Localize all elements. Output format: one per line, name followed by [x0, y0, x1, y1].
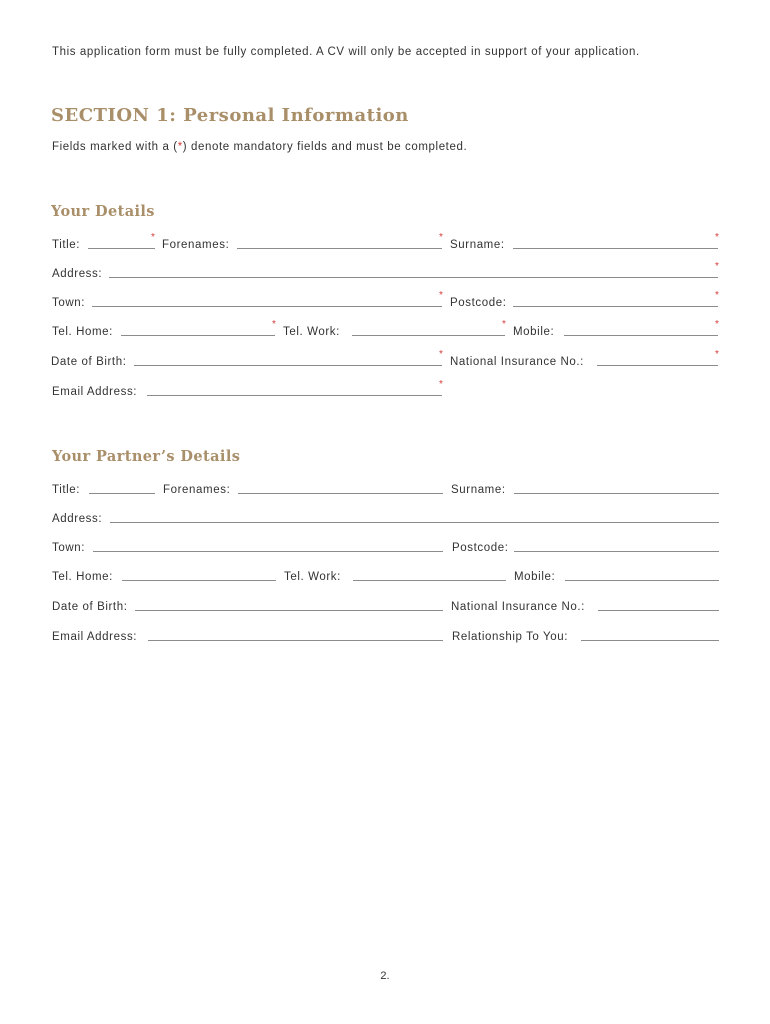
title-required-star: *	[151, 232, 155, 243]
partner-row-names	[52, 482, 720, 500]
partner-town-label: Town:	[52, 542, 86, 554]
partner-ni-label: National Insurance No.:	[451, 601, 585, 613]
title-field[interactable]	[88, 248, 155, 249]
partner-row-phones	[52, 569, 720, 587]
partner-dob-label: Date of Birth:	[52, 601, 128, 613]
partner-row-town	[52, 540, 720, 558]
your-details-row-address	[52, 261, 720, 284]
partner-ni-field[interactable]	[598, 610, 719, 611]
postcode-label: Postcode:	[450, 297, 507, 309]
mandatory-note	[52, 141, 467, 153]
partner-title-label: Title:	[52, 484, 81, 496]
partner-town-field[interactable]	[93, 551, 443, 552]
partner-email-label: Email Address:	[52, 631, 138, 643]
your-details-row-town	[52, 290, 720, 313]
partner-postcode-label: Postcode:	[452, 542, 509, 554]
dob-field[interactable]	[134, 365, 442, 366]
town-required-star: *	[439, 290, 443, 301]
your-details-heading: Your Details	[51, 203, 155, 220]
note-required-star: *	[177, 141, 183, 153]
surname-label: Surname:	[450, 239, 505, 251]
title-label: Title:	[52, 239, 81, 251]
partner-forenames-label: Forenames:	[163, 484, 231, 496]
section-title: SECTION 1: Personal Information	[51, 105, 409, 126]
partner-tel-work-field[interactable]	[353, 580, 506, 581]
your-details-row-phones	[52, 319, 720, 342]
tel-home-required-star: *	[272, 319, 276, 330]
town-label: Town:	[52, 297, 86, 309]
tel-home-field[interactable]	[121, 335, 275, 336]
email-field[interactable]	[147, 395, 442, 396]
address-required-star: *	[715, 261, 719, 272]
partner-tel-home-label: Tel. Home:	[52, 571, 113, 583]
tel-work-required-star: *	[502, 319, 506, 330]
dob-label: Date of Birth:	[51, 356, 127, 368]
forenames-label: Forenames:	[162, 239, 230, 251]
address-label: Address:	[52, 268, 103, 280]
partner-title-field[interactable]	[89, 493, 155, 494]
note-text-before: Fields marked with a (	[52, 141, 178, 153]
tel-work-field[interactable]	[352, 335, 505, 336]
partner-surname-label: Surname:	[451, 484, 506, 496]
partner-postcode-field[interactable]	[514, 551, 719, 552]
intro-text: This application form must be fully completed. A CV will only be accepted in support of your application.	[52, 46, 640, 58]
partner-row-email	[52, 629, 720, 647]
partner-relationship-label: Relationship To You:	[452, 631, 569, 643]
mobile-label: Mobile:	[513, 326, 555, 338]
town-field[interactable]	[92, 306, 442, 307]
email-label: Email Address:	[52, 386, 138, 398]
partner-tel-work-label: Tel. Work:	[284, 571, 341, 583]
postcode-required-star: *	[715, 290, 719, 301]
forenames-required-star: *	[439, 232, 443, 243]
forenames-field[interactable]	[237, 248, 442, 249]
partner-mobile-label: Mobile:	[514, 571, 556, 583]
ni-required-star: *	[715, 349, 719, 360]
partner-email-field[interactable]	[148, 640, 443, 641]
note-text-after: ) denote mandatory fields and must be completed.	[182, 141, 468, 153]
tel-work-label: Tel. Work:	[283, 326, 340, 338]
mobile-required-star: *	[715, 319, 719, 330]
partner-dob-field[interactable]	[135, 610, 443, 611]
page-number: 2.	[380, 970, 390, 982]
dob-required-star: *	[439, 349, 443, 360]
partner-relationship-field[interactable]	[581, 640, 719, 641]
partner-address-label: Address:	[52, 513, 103, 525]
partner-surname-field[interactable]	[514, 493, 719, 494]
partner-address-field[interactable]	[110, 522, 719, 523]
partner-forenames-field[interactable]	[238, 493, 443, 494]
tel-home-label: Tel. Home:	[52, 326, 113, 338]
postcode-field[interactable]	[513, 306, 718, 307]
email-required-star: *	[439, 379, 443, 390]
your-details-row-dob	[51, 349, 720, 372]
mobile-field[interactable]	[564, 335, 718, 336]
partner-tel-home-field[interactable]	[122, 580, 276, 581]
your-details-row-names	[52, 232, 720, 255]
surname-field[interactable]	[513, 248, 718, 249]
partner-row-address	[52, 511, 720, 529]
address-field[interactable]	[109, 277, 718, 278]
surname-required-star: *	[715, 232, 719, 243]
partner-row-dob	[52, 599, 720, 617]
ni-label: National Insurance No.:	[450, 356, 584, 368]
partner-mobile-field[interactable]	[565, 580, 719, 581]
ni-field[interactable]	[597, 365, 718, 366]
your-details-row-email	[52, 379, 720, 402]
partner-details-heading: Your Partner’s Details	[52, 448, 241, 465]
